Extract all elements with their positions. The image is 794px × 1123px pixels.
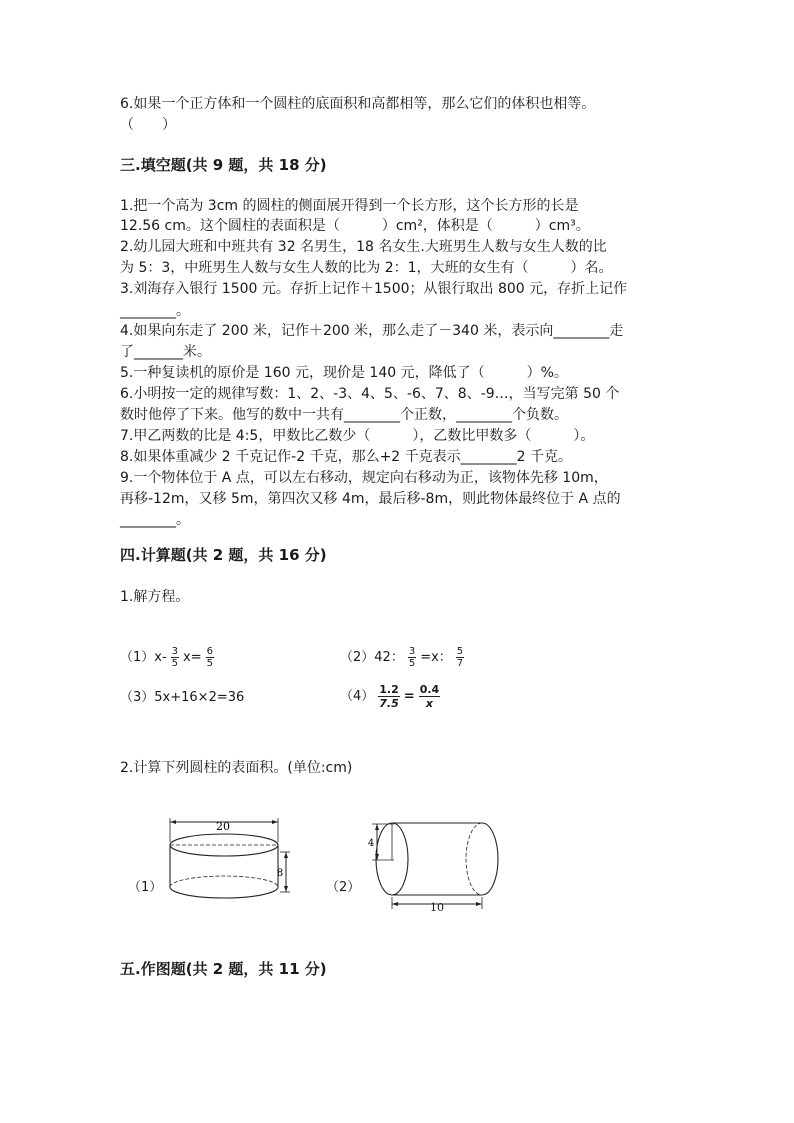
fill-line-6: ________。 — [120, 303, 190, 319]
equation-3 — [120, 684, 244, 712]
judge-answer-bracket[interactable]: （ ） — [120, 117, 176, 133]
fill-line-13: 8.如果体重减少 2 千克记作-2 千克，那么+2 千克表示________2 千克。 — [120, 449, 573, 465]
equation-1 — [120, 644, 218, 672]
bottom-front-arc — [170, 887, 278, 898]
fill-line-10: 6.小明按一定的规律写数：1、2、-3、4、5、-6、7、8、-9…，当写完第 50 个 — [120, 386, 620, 402]
equation-4-mid: = — [403, 689, 415, 704]
fill-line-15: 再移-12m，又移 5m，第四次又移 4m，最后移-8m，则此物体最终位于 A 点的 — [120, 491, 621, 507]
fill-line-2: 12.56 cm。这个圆柱的表面积是（ ）cm²，体积是（ ）cm³。 — [120, 218, 590, 234]
fraction: $\frac{0.4}{x}$ — [419, 683, 440, 710]
equation-2-mid: =x： — [420, 650, 452, 665]
equation-4-label: （4） — [340, 689, 375, 704]
equation-3-label: （3）5x+16×2=36 — [120, 690, 245, 705]
diameter-label: 20 — [216, 820, 230, 833]
fill-line-4: 为 5：3，中班男生人数与女生人数的比为 2：1，大班的女生有（ ）名。 — [120, 260, 613, 276]
fraction: $\frac{1.2}{7.5}$ — [379, 683, 399, 710]
length-label: 10 — [430, 901, 444, 912]
fraction: $\frac{5}{7}$ — [456, 646, 464, 669]
fill-line-14: 9.一个物体位于 A 点，可以左右移动，规定向右移动为正，该物体先移 10m， — [120, 470, 608, 486]
equation-1-label: （1）x- — [120, 650, 167, 665]
equation-2 — [340, 644, 468, 672]
arrow-head — [170, 820, 176, 824]
arrow-head — [272, 820, 278, 824]
judge-question-6: 6.如果一个正方体和一个圆柱的底面积和高都相等，那么它们的体积也相等。 — [120, 96, 596, 112]
equation-4 — [340, 683, 444, 711]
bottom-back-arc — [170, 876, 278, 887]
solve-equation-title: 1.解方程。 — [120, 589, 190, 605]
fill-line-16: ________。 — [120, 512, 190, 528]
fill-line-8: 了_______米。 — [120, 344, 211, 360]
equation-1-mid: x= — [183, 650, 202, 665]
arrow-head — [375, 824, 379, 830]
height-label: 8 — [276, 868, 284, 879]
figure-2-label: （2） — [326, 880, 361, 895]
fill-line-11: 数时他停了下来。他写的数中一共有________个正数，________个负数。 — [120, 407, 568, 423]
fill-line-9: 5.一种复读机的原价是 160 元，现价是 140 元，降低了（ ）%。 — [120, 365, 568, 381]
right-back-arc — [466, 823, 482, 895]
cylinder-figure-1 — [160, 812, 300, 907]
arrow-head — [284, 852, 288, 858]
fill-line-12: 7.甲乙两数的比是 4:5，甲数比乙数少（ ），乙数比甲数多（ ）。 — [120, 428, 595, 444]
arrow-head — [392, 902, 398, 906]
cylinder-figure-2 — [360, 812, 505, 912]
fraction: $\frac{6}{5}$ — [206, 646, 213, 669]
equation-2-label: （2）42： — [340, 650, 404, 665]
section4-heading: 四.计算题(共 2 题，共 16 分) — [120, 546, 327, 564]
fill-line-5: 3.刘海存入银行 1500 元。存折上记作＋1500；从银行取出 800 元，存折上记作 — [120, 281, 628, 297]
figure-1-label: （1） — [128, 880, 163, 895]
surface-area-title: 2.计算下列圆柱的表面积。(单位:cm) — [120, 760, 353, 776]
arrow-head — [284, 886, 288, 892]
fill-line-7: 4.如果向东走了 200 米，记作＋200 米，那么走了－340 米，表示向________走 — [120, 323, 624, 339]
fill-line-1: 1.把一个高为 3cm 的圆柱的侧面展开得到一个长方形，这个长方形的长是 — [120, 198, 579, 214]
fill-line-3: 2.幼儿园大班和中班共有 32 名男生，18 名女生.大班男生人数与女生人数的比 — [120, 239, 607, 255]
fraction: $\frac{3}{5}$ — [171, 646, 179, 669]
section5-heading: 五.作图题(共 2 题，共 11 分) — [120, 960, 327, 978]
fraction: $\frac{3}{5}$ — [408, 646, 416, 669]
arrow-head — [476, 902, 482, 906]
section3-heading: 三.填空题(共 9 题，共 18 分) — [120, 156, 327, 174]
diameter-label: 4 — [367, 838, 375, 849]
right-front-arc — [482, 823, 498, 895]
